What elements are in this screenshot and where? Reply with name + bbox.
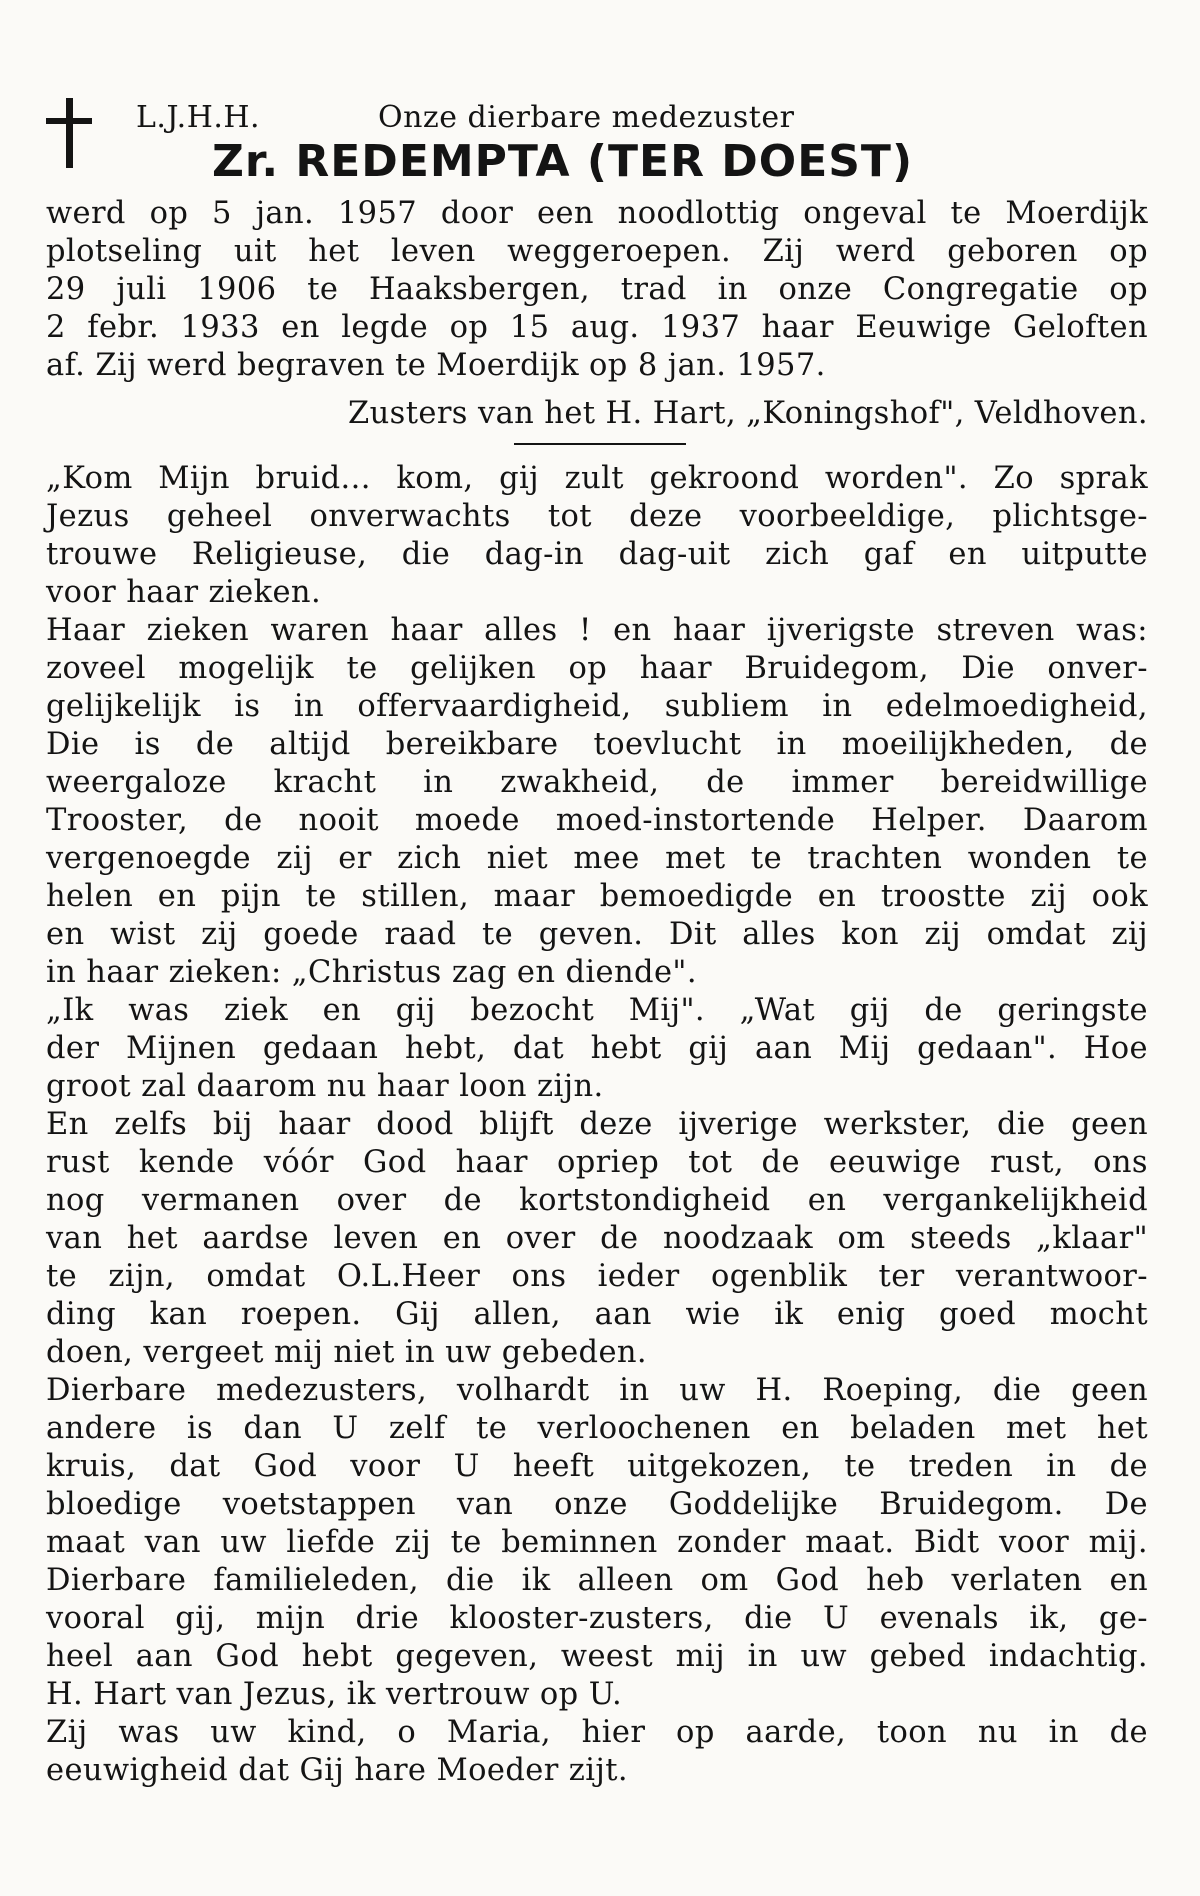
body-line: maat van uw liefde zij te beminnen zonder maat. Bidt voor mij. <box>46 1525 1148 1560</box>
cross-icon <box>46 98 92 168</box>
body-line: vergenoegde zij er zich niet mee met te trachten wonden te <box>46 841 1148 876</box>
biography-line: af. Zij werd begraven te Moerdijk op 8 jan. 1957. <box>46 348 826 383</box>
body-line: eeuwigheid dat Gij hare Moeder zijt. <box>46 1753 629 1788</box>
biography-line: 29 juli 1906 te Haaksbergen, trad in onze Congregatie op <box>46 272 1148 307</box>
body-line: rust kende vóór God haar opriep tot de eeuwige rust, ons <box>46 1145 1148 1180</box>
body-line: Trooster, de nooit moede moed-instortende Helper. Daarom <box>46 803 1148 838</box>
body-line: bloedige voetstappen van onze Goddelijke Bruidegom. De <box>46 1487 1148 1522</box>
biography-line: werd op 5 jan. 1957 door een noodlottig ongeval te Moerdijk <box>46 196 1148 231</box>
body-line: gelijkelijk is in offervaardigheid, subliem in edelmoedigheid, <box>46 689 1148 724</box>
body-line: trouwe Religieuse, die dag-in dag-uit zich gaf en uitputte <box>46 537 1148 572</box>
body-line: ding kan roepen. Gij allen, aan wie ik enig goed mocht <box>46 1297 1148 1332</box>
body-line: groot zal daarom nu haar loon zijn. <box>46 1069 604 1104</box>
body-line: kruis, dat God voor U heeft uitgekozen, te treden in de <box>46 1449 1148 1484</box>
divider <box>514 443 686 445</box>
body-line: van het aardse leven en over de noodzaak om steeds „klaar" <box>46 1221 1148 1256</box>
body-line: helen en pijn te stillen, maar bemoedigde en troostte zij ook <box>46 879 1148 914</box>
body-line: heel aan God hebt gegeven, weest mij in uw gebed indachtig. <box>46 1639 1148 1674</box>
body-line: Haar zieken waren haar alles ! en haar ijverigste streven was: <box>46 613 1148 648</box>
body-line: zoveel mogelijk te gelijken op haar Bruidegom, Die onver- <box>46 651 1148 686</box>
body-line: En zelfs bij haar dood blijft deze ijverige werkster, die geen <box>46 1107 1148 1142</box>
header-intro: Onze dierbare medezuster <box>378 100 795 135</box>
body-line: der Mijnen gedaan hebt, dat hebt gij aan Mij gedaan". Hoe <box>46 1031 1148 1066</box>
body-line: H. Hart van Jezus, ik vertrouw op U. <box>46 1677 623 1712</box>
body-line: „Kom Mijn bruid... kom, gij zult gekroond worden". Zo sprak <box>46 461 1148 496</box>
body-line: in haar zieken: „Christus zag en diende". <box>46 955 697 990</box>
body-line: nog vermanen over de kortstondigheid en vergankelijkheid <box>46 1183 1148 1218</box>
deceased-name: Zr. REDEMPTA (TER DOEST) <box>212 136 914 187</box>
biography-line: plotseling uit het leven weggeroepen. Zij werd geboren op <box>46 234 1148 269</box>
body-line: voor haar zieken. <box>46 575 322 610</box>
body-line: Dierbare medezusters, volhardt in uw H. Roeping, die geen <box>46 1373 1148 1408</box>
body-line: te zijn, omdat O.L.Heer ons ieder ogenblik ter verantwoor- <box>46 1259 1148 1294</box>
initials: L.J.H.H. <box>136 100 261 135</box>
body-line: vooral gij, mijn drie klooster-zusters, die U evenals ik, ge- <box>46 1601 1148 1636</box>
body-line: Zij was uw kind, o Maria, hier op aarde, toon nu in de <box>46 1715 1148 1750</box>
body-line: en wist zij goede raad te geven. Dit alles kon zij omdat zij <box>46 917 1148 952</box>
body-line: Dierbare familieleden, die ik alleen om God heb verlaten en <box>46 1563 1148 1598</box>
body-line: andere is dan U zelf te verloochenen en beladen met het <box>46 1411 1148 1446</box>
body-line: Die is de altijd bereikbare toevlucht in moeilijkheden, de <box>46 727 1148 762</box>
body-line: weergaloze kracht in zwakheid, de immer bereidwillige <box>46 765 1148 800</box>
body-line: Jezus geheel onverwachts tot deze voorbeeldige, plichtsge- <box>46 499 1148 534</box>
biography-line: 2 febr. 1933 en legde op 15 aug. 1937 haar Eeuwige Geloften <box>46 310 1148 345</box>
body-line: „Ik was ziek en gij bezocht Mij". „Wat gij de geringste <box>46 993 1148 1028</box>
signature: Zusters van het H. Hart, „Koningshof", Veldhoven. <box>348 396 1148 431</box>
body-line: doen, vergeet mij niet in uw gebeden. <box>46 1335 648 1370</box>
